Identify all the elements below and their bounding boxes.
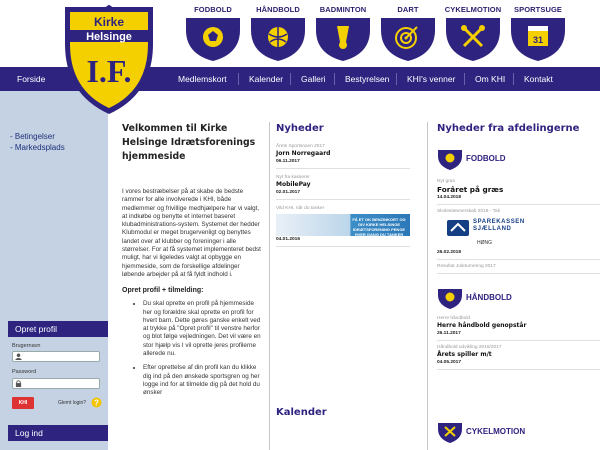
login-row	[12, 397, 102, 411]
nav-divider	[238, 73, 239, 85]
dartboard-icon	[380, 16, 436, 62]
login-submit-button[interactable]: KHI	[12, 397, 34, 409]
column-divider	[427, 122, 428, 450]
list-item: • Efter oprettelse af din profil kan du klikke dig ind på den ønskede sportsgren og her logge ind for at tilmelde dig på det hold du ønsker	[143, 364, 262, 397]
nav-bestyrelsen[interactable]: Bestyrelsen	[345, 74, 390, 84]
sponsor-town: HØNG	[477, 240, 492, 246]
sport-haandbold[interactable]	[248, 0, 308, 67]
sport-label: DART	[397, 5, 419, 14]
dept-header-cykelmotion[interactable]	[437, 422, 600, 442]
dept-name: CYKELMOTION	[466, 427, 526, 436]
sponsor-name: SPAREKASSEN SJÆLLAND	[473, 219, 525, 232]
nav-divider	[464, 73, 465, 85]
nav-khis-venner[interactable]: KHI's venner	[407, 74, 456, 84]
sport-fodbold[interactable]	[183, 0, 243, 67]
calendar-title: Kalender	[276, 407, 327, 418]
sponsor-logo-sparekasse[interactable]	[437, 217, 599, 249]
sidebar-links	[10, 131, 65, 153]
calendar-badge: 31	[532, 35, 544, 45]
departments-column	[437, 122, 600, 442]
column-divider	[269, 122, 270, 450]
nav-galleri[interactable]: Galleri	[301, 74, 326, 84]
news-category: Herre håndbold	[437, 316, 471, 321]
sport-badminton[interactable]	[313, 0, 373, 67]
dept-news-item[interactable]	[437, 316, 600, 341]
shuttlecock-icon	[315, 16, 371, 62]
news-category: Nyt fra kasserer	[276, 175, 310, 180]
page-title: Velkommen til Kirke Helsinge Idrætsforenings hjemmeside	[122, 123, 256, 162]
dept-news-item[interactable]	[437, 264, 600, 274]
nav-divider	[513, 73, 514, 85]
news-category: Resultat Juleturnering 2017	[437, 264, 496, 269]
link-markedsplads[interactable]: - Markedsplads	[10, 143, 65, 152]
dept-name: HÅNDBOLD	[466, 293, 512, 302]
news-title: Nyheder	[276, 123, 324, 134]
password-field[interactable]	[12, 378, 100, 389]
dept-news-item[interactable]	[437, 179, 600, 205]
sport-shield-bar	[180, 0, 600, 67]
news-headline[interactable]: MobilePay	[276, 181, 311, 188]
ok-benzin-banner[interactable]	[276, 214, 410, 236]
nav-forside[interactable]: Forside	[17, 74, 46, 84]
news-category: Vild KHI, når du tanker	[276, 206, 325, 211]
sport-label: FODBOLD	[194, 5, 232, 14]
profile-subheading: Opret profil + tilmelding:	[122, 287, 204, 295]
main-content	[113, 122, 263, 404]
nav-kalender[interactable]: Kalender	[249, 74, 284, 84]
news-item[interactable]	[276, 206, 410, 247]
dept-header-fodbold[interactable]	[437, 149, 600, 169]
news-headline[interactable]: Årets spiller m/t	[437, 351, 492, 358]
handball-icon	[437, 288, 463, 310]
calendar-icon	[510, 16, 566, 62]
nav-om-khi[interactable]: Om KHI	[475, 74, 506, 84]
login-panel-title[interactable]: Log ind	[8, 425, 108, 441]
sport-label: SPORTSUGE	[514, 5, 562, 14]
sparekasse-emblem-icon	[447, 220, 469, 236]
dept-name: FODBOLD	[466, 154, 506, 163]
news-category: Skolestævnerskab 2018 - Tak	[437, 209, 501, 214]
news-category: Årets Sportsnavn 2017	[276, 144, 325, 149]
lock-icon	[15, 380, 22, 387]
banner-text: FÅ ET OK BENZINKORT OG GIV KIRKE HELSINGE IDRÆTSFORENING PENGE HVER GANG DU TANKER	[352, 217, 406, 237]
news-date: 02.01.2017	[276, 190, 301, 195]
nav-divider	[396, 73, 397, 85]
handball-icon	[250, 16, 306, 62]
news-date: 06.11.2017	[276, 159, 300, 164]
news-date: 26.11.2017	[437, 331, 461, 336]
news-date: 04.05.2017	[437, 360, 462, 365]
help-icon[interactable]	[91, 397, 102, 408]
user-icon	[15, 353, 22, 360]
dept-header-haandbold[interactable]	[437, 288, 600, 308]
sport-label: HÅNDBOLD	[256, 5, 300, 14]
departments-title: Nyheder fra afdelingerne	[437, 123, 580, 134]
dept-news-item[interactable]	[437, 209, 600, 260]
news-category: Nyt gras	[437, 179, 455, 184]
news-category: Håndbold udvikling 2016/2017	[437, 345, 502, 350]
club-logo[interactable]	[62, 4, 156, 116]
news-date: 14.04.2018	[437, 195, 462, 200]
nav-kontakt[interactable]: Kontakt	[524, 74, 553, 84]
tools-icon	[445, 16, 501, 62]
intro-text: I vores bestræbelser på at skabe de bedste rammer for alle involverede i KHI, både medlemmer og frivillige medhjælpere har vi valgt, at indkøbe og benytte et internet baseret klubadministrations-system. Systemet der hedder Klubmodul er meget brugervenligt og benyttes landet over af klubber og foreninger i alle størrelser. For at få systemet implementeret bedst muligt, har vi ligeledes valgt at opbygge en hjemmeside, som de forskellige afdelinger løbende arbejder på at få fyldt indhold i.	[122, 188, 261, 278]
link-betingelser[interactable]: - Betingelser	[10, 132, 55, 141]
football-icon	[437, 149, 463, 171]
forgot-login-link[interactable]: Glemt login?	[58, 400, 87, 406]
left-sidebar	[0, 91, 108, 450]
instruction-list	[143, 300, 262, 397]
username-field[interactable]	[12, 351, 100, 362]
sport-sportsuge[interactable]	[508, 0, 568, 67]
svg-text:I.F.: I.F.	[86, 53, 132, 89]
football-icon	[185, 16, 241, 62]
news-date: 26.02.2018	[437, 250, 462, 255]
news-item[interactable]	[276, 175, 410, 200]
dept-news-item[interactable]	[437, 345, 600, 370]
nav-medlemskort[interactable]: Medlemskort	[178, 74, 227, 84]
sport-cykelmotion[interactable]	[443, 0, 503, 67]
sport-dart[interactable]	[378, 0, 438, 67]
news-headline[interactable]: Jorn Norregaard	[276, 150, 331, 157]
news-headline[interactable]: Herre håndbold genopstår	[437, 322, 527, 329]
svg-text:Kirke: Kirke	[93, 15, 125, 29]
svg-text:Helsinge: Helsinge	[86, 31, 132, 43]
username-label: Brugernavn	[12, 343, 41, 349]
nav-divider	[334, 73, 335, 85]
nav-divider	[290, 73, 291, 85]
sport-label: CYKELMOTION	[444, 5, 502, 14]
news-item[interactable]	[276, 144, 410, 169]
news-date: 04.01.2016	[276, 237, 301, 242]
news-column	[276, 122, 410, 247]
news-headline[interactable]: Forâret på græs	[437, 185, 504, 194]
password-label: Password	[12, 369, 37, 375]
sport-label: BADMINTON	[319, 5, 367, 14]
list-item: • Du skal oprette en profil på hjemmeside her og forældre skal oprette en profil for hvert barn. Dette gøres ganske enkelt ved at trykke på "Opret profil" til venstre herfor og blot følge vejledningen. Det vil være en stor hjælp vis I vil oprette jeres profilerne allerede nu.	[143, 300, 262, 358]
tools-icon	[437, 422, 463, 444]
profile-panel-title[interactable]: Opret profil	[8, 321, 108, 337]
svg-text:?: ?	[94, 398, 99, 408]
